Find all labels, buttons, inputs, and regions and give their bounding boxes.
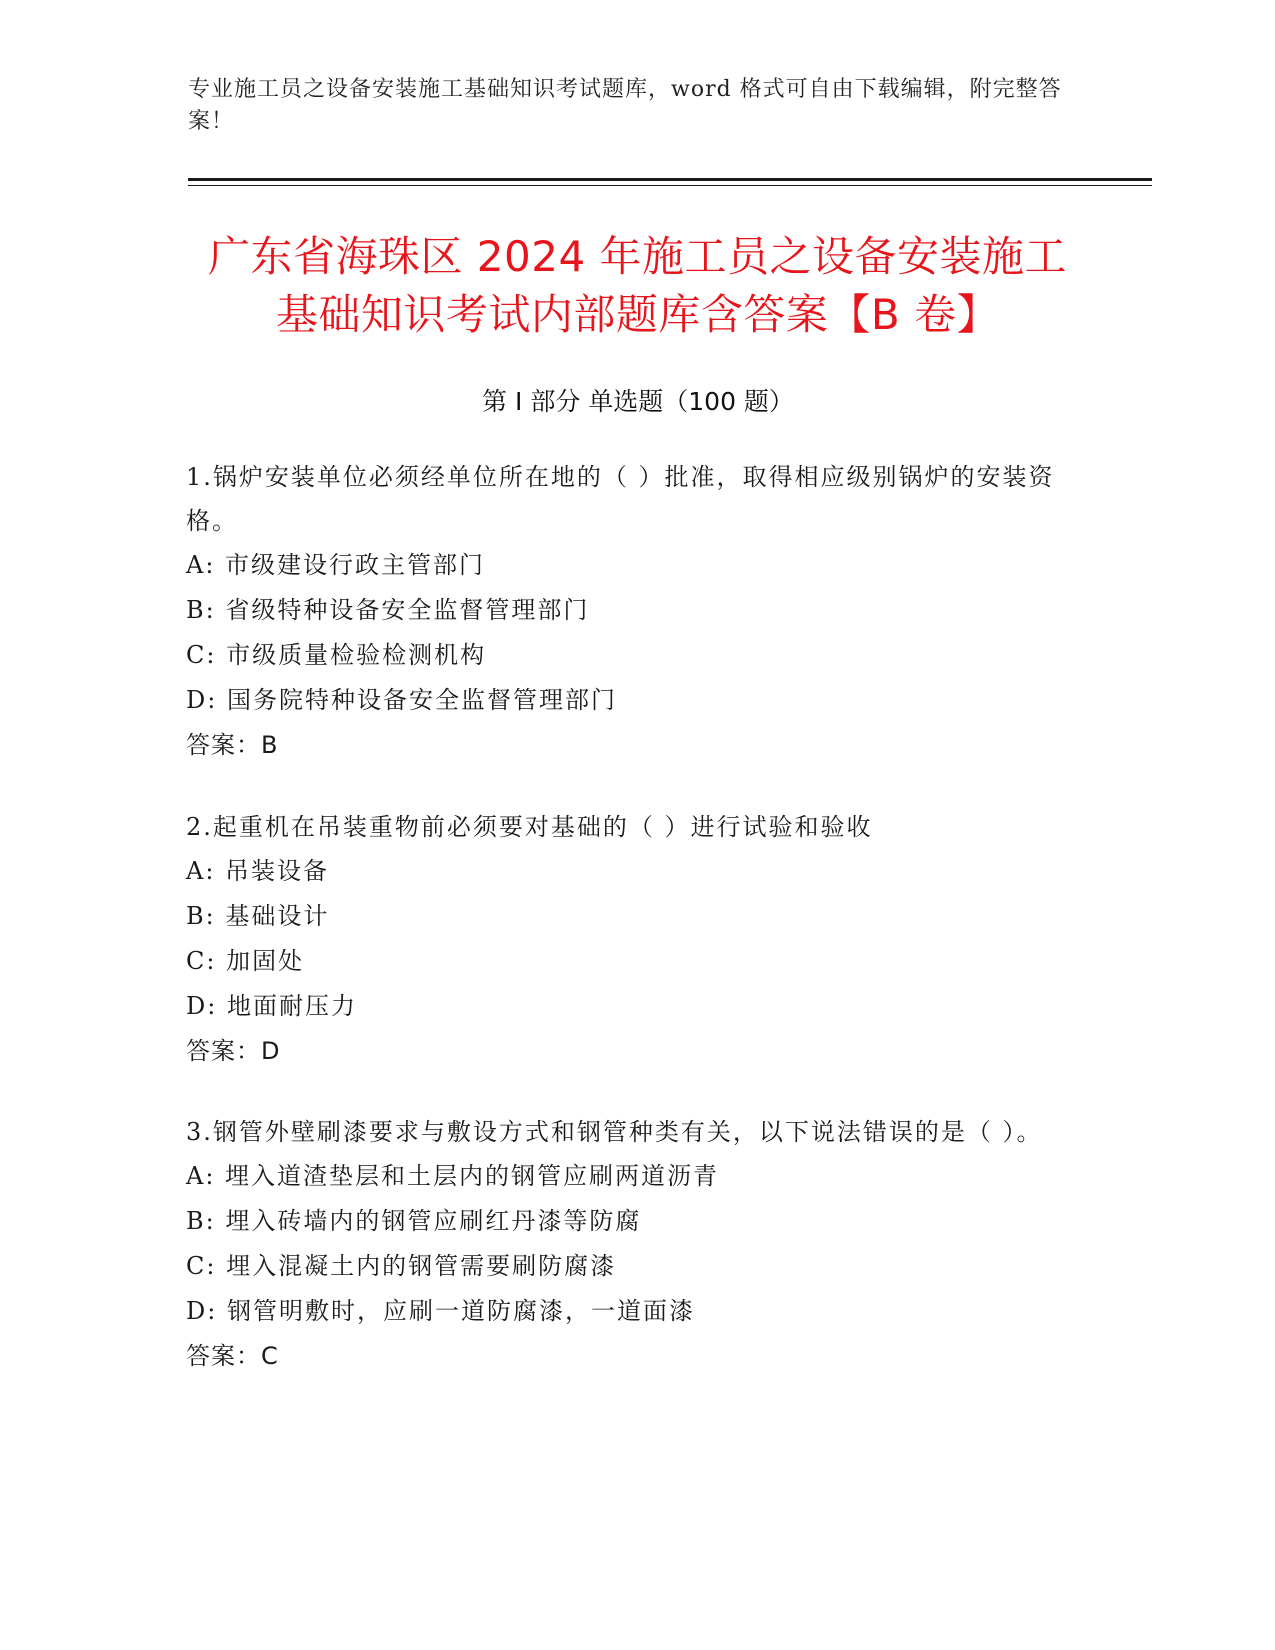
option-a: A: 埋入道渣垫层和土层内的钢管应刷两道沥青 [186,1162,720,1190]
question-stem: 1.锅炉安装单位必须经单位所在地的（ ）批准，取得相应级别锅炉的安装资格。 [186,463,1055,535]
option-d: D: 地面耐压力 [186,992,357,1020]
question-2 [186,805,1086,1074]
document-title-line-1: 广东省海珠区 2024 年施工员之设备安装施工 [207,232,1068,281]
document-title [150,228,1125,344]
option-b: B: 省级特种设备安全监督管理部门 [186,596,590,624]
option-c: C: 市级质量检验检测机构 [186,641,487,669]
question-1 [186,455,1086,768]
option-d: D: 国务院特种设备安全监督管理部门 [186,686,617,714]
section-title: 第 I 部分 单选题（100 题） [482,387,794,416]
option-c: C: 埋入混凝土内的钢管需要刷防腐漆 [186,1252,617,1280]
answer: 答案：C [186,1342,279,1370]
answer: 答案：B [186,731,279,759]
question-stem: 2.起重机在吊装重物前必须要对基础的（ ）进行试验和验收 [186,813,873,841]
option-b: B: 基础设计 [186,902,330,930]
question-stem: 3.钢管外壁刷漆要求与敷设方式和钢管种类有关，以下说法错误的是（ ）。 [186,1118,1043,1146]
option-b: B: 埋入砖墙内的钢管应刷红丹漆等防腐 [186,1207,642,1235]
header-note: 专业施工员之设备安装施工基础知识考试题库，word 格式可自由下载编辑，附完整答案！ [188,77,1062,134]
question-3 [186,1110,1086,1379]
option-d: D: 钢管明敷时，应刷一道防腐漆，一道面漆 [186,1297,695,1325]
document-title-line-2: 基础知识考试内部题库含答案【B 卷】 [275,290,1000,339]
option-a: A: 市级建设行政主管部门 [186,551,486,579]
answer: 答案：D [186,1037,281,1065]
option-c: C: 加固处 [186,947,305,975]
option-a: A: 吊装设备 [186,857,330,885]
header-divider-thin [188,185,1152,186]
header-divider-thick [188,178,1152,181]
